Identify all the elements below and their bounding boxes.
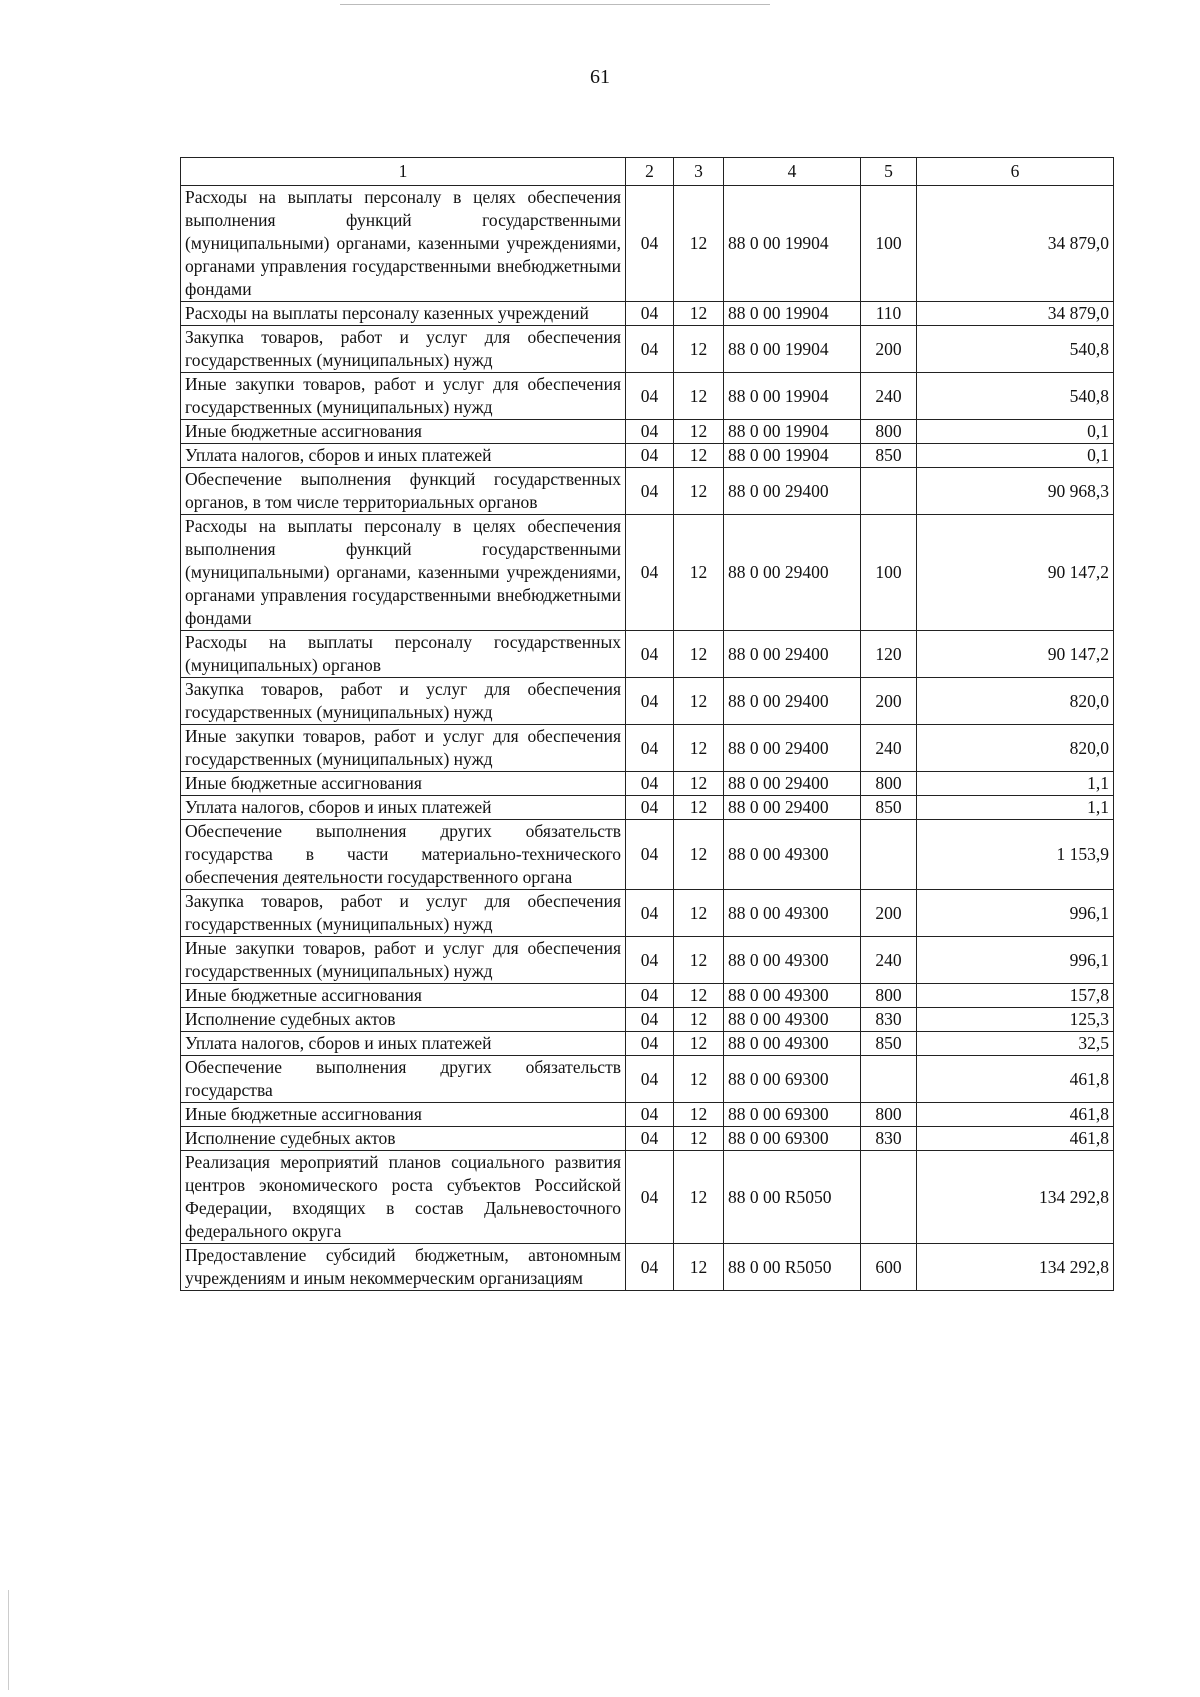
row-name-cell: Иные закупки товаров, работ и услуг для обеспечения государственных (муниципальных) нужд bbox=[181, 725, 626, 772]
row-section-cell: 04 bbox=[626, 326, 674, 373]
row-section-cell: 04 bbox=[626, 468, 674, 515]
row-subsection-cell: 12 bbox=[674, 1244, 724, 1291]
row-subsection-cell: 12 bbox=[674, 1008, 724, 1032]
row-target-article-cell: 88 0 00 29400 bbox=[724, 468, 861, 515]
row-amount-cell: 90 968,3 bbox=[917, 468, 1114, 515]
row-name-cell: Исполнение судебных актов bbox=[181, 1127, 626, 1151]
row-section-cell: 04 bbox=[626, 1244, 674, 1291]
row-expense-type-cell: 850 bbox=[861, 1032, 917, 1056]
row-section-cell: 04 bbox=[626, 1056, 674, 1103]
row-amount-cell: 32,5 bbox=[917, 1032, 1114, 1056]
row-subsection-cell: 12 bbox=[674, 937, 724, 984]
table-row bbox=[181, 1032, 1114, 1056]
row-amount-cell: 90 147,2 bbox=[917, 515, 1114, 631]
row-expense-type-cell: 800 bbox=[861, 420, 917, 444]
table-row bbox=[181, 820, 1114, 890]
row-name-cell: Закупка товаров, работ и услуг для обеспечения государственных (муниципальных) нужд bbox=[181, 326, 626, 373]
table-row bbox=[181, 1151, 1114, 1244]
row-expense-type-cell: 800 bbox=[861, 1103, 917, 1127]
row-name-cell: Расходы на выплаты персоналу государственных (муниципальных) органов bbox=[181, 631, 626, 678]
row-amount-cell: 540,8 bbox=[917, 326, 1114, 373]
row-expense-type-cell: 240 bbox=[861, 373, 917, 420]
row-target-article-cell: 88 0 00 49300 bbox=[724, 820, 861, 890]
row-subsection-cell: 12 bbox=[674, 420, 724, 444]
row-section-cell: 04 bbox=[626, 984, 674, 1008]
row-subsection-cell: 12 bbox=[674, 984, 724, 1008]
row-section-cell: 04 bbox=[626, 1103, 674, 1127]
table-row bbox=[181, 1056, 1114, 1103]
row-section-cell: 04 bbox=[626, 302, 674, 326]
row-subsection-cell: 12 bbox=[674, 631, 724, 678]
row-amount-cell: 461,8 bbox=[917, 1056, 1114, 1103]
row-section-cell: 04 bbox=[626, 373, 674, 420]
row-section-cell: 04 bbox=[626, 678, 674, 725]
row-section-cell: 04 bbox=[626, 796, 674, 820]
table-row bbox=[181, 373, 1114, 420]
header-col-3: 3 bbox=[674, 158, 724, 186]
row-name-cell: Закупка товаров, работ и услуг для обеспечения государственных (муниципальных) нужд bbox=[181, 890, 626, 937]
row-expense-type-cell: 110 bbox=[861, 302, 917, 326]
row-section-cell: 04 bbox=[626, 772, 674, 796]
table-row bbox=[181, 984, 1114, 1008]
row-subsection-cell: 12 bbox=[674, 326, 724, 373]
row-subsection-cell: 12 bbox=[674, 1151, 724, 1244]
row-subsection-cell: 12 bbox=[674, 186, 724, 302]
row-amount-cell: 996,1 bbox=[917, 937, 1114, 984]
row-target-article-cell: 88 0 00 49300 bbox=[724, 1032, 861, 1056]
row-section-cell: 04 bbox=[626, 420, 674, 444]
row-target-article-cell: 88 0 00 49300 bbox=[724, 1008, 861, 1032]
row-name-cell: Иные бюджетные ассигнования bbox=[181, 420, 626, 444]
row-amount-cell: 820,0 bbox=[917, 725, 1114, 772]
table-row bbox=[181, 937, 1114, 984]
row-section-cell: 04 bbox=[626, 631, 674, 678]
row-name-cell: Исполнение судебных актов bbox=[181, 1008, 626, 1032]
row-expense-type-cell: 120 bbox=[861, 631, 917, 678]
row-target-article-cell: 88 0 00 19904 bbox=[724, 373, 861, 420]
row-name-cell: Иные закупки товаров, работ и услуг для обеспечения государственных (муниципальных) нужд bbox=[181, 373, 626, 420]
header-col-6: 6 bbox=[917, 158, 1114, 186]
row-section-cell: 04 bbox=[626, 1032, 674, 1056]
row-section-cell: 04 bbox=[626, 890, 674, 937]
row-amount-cell: 90 147,2 bbox=[917, 631, 1114, 678]
scan-left-edge-line bbox=[8, 1590, 9, 1690]
row-expense-type-cell bbox=[861, 820, 917, 890]
row-expense-type-cell: 100 bbox=[861, 186, 917, 302]
row-amount-cell: 157,8 bbox=[917, 984, 1114, 1008]
table-row bbox=[181, 1244, 1114, 1291]
row-amount-cell: 34 879,0 bbox=[917, 302, 1114, 326]
row-section-cell: 04 bbox=[626, 937, 674, 984]
table-row bbox=[181, 515, 1114, 631]
row-section-cell: 04 bbox=[626, 725, 674, 772]
row-subsection-cell: 12 bbox=[674, 796, 724, 820]
row-subsection-cell: 12 bbox=[674, 302, 724, 326]
table-row bbox=[181, 420, 1114, 444]
row-name-cell: Уплата налогов, сборов и иных платежей bbox=[181, 444, 626, 468]
table-row bbox=[181, 1103, 1114, 1127]
scan-top-edge-line bbox=[340, 4, 770, 5]
row-name-cell: Уплата налогов, сборов и иных платежей bbox=[181, 796, 626, 820]
row-target-article-cell: 88 0 00 R5050 bbox=[724, 1151, 861, 1244]
row-name-cell: Иные бюджетные ассигнования bbox=[181, 772, 626, 796]
table-row bbox=[181, 678, 1114, 725]
row-amount-cell: 540,8 bbox=[917, 373, 1114, 420]
row-section-cell: 04 bbox=[626, 515, 674, 631]
row-amount-cell: 1,1 bbox=[917, 796, 1114, 820]
row-target-article-cell: 88 0 00 R5050 bbox=[724, 1244, 861, 1291]
row-target-article-cell: 88 0 00 69300 bbox=[724, 1056, 861, 1103]
row-expense-type-cell: 800 bbox=[861, 984, 917, 1008]
row-name-cell: Реализация мероприятий планов социального развития центров экономического роста субъектов Российской Федерации, входящих в состав Дальневосточного федерального округа bbox=[181, 1151, 626, 1244]
table-row bbox=[181, 326, 1114, 373]
row-target-article-cell: 88 0 00 49300 bbox=[724, 984, 861, 1008]
page-number: 61 bbox=[590, 66, 610, 88]
table-row bbox=[181, 725, 1114, 772]
row-target-article-cell: 88 0 00 19904 bbox=[724, 326, 861, 373]
budget-table bbox=[180, 157, 1114, 1291]
row-section-cell: 04 bbox=[626, 1127, 674, 1151]
row-subsection-cell: 12 bbox=[674, 515, 724, 631]
row-amount-cell: 996,1 bbox=[917, 890, 1114, 937]
row-amount-cell: 134 292,8 bbox=[917, 1151, 1114, 1244]
row-amount-cell: 461,8 bbox=[917, 1103, 1114, 1127]
row-amount-cell: 820,0 bbox=[917, 678, 1114, 725]
table-body bbox=[181, 186, 1114, 1291]
table-row bbox=[181, 186, 1114, 302]
row-section-cell: 04 bbox=[626, 1151, 674, 1244]
row-expense-type-cell: 830 bbox=[861, 1008, 917, 1032]
row-expense-type-cell bbox=[861, 1056, 917, 1103]
row-subsection-cell: 12 bbox=[674, 468, 724, 515]
row-section-cell: 04 bbox=[626, 186, 674, 302]
row-target-article-cell: 88 0 00 19904 bbox=[724, 302, 861, 326]
row-subsection-cell: 12 bbox=[674, 820, 724, 890]
row-amount-cell: 1,1 bbox=[917, 772, 1114, 796]
row-subsection-cell: 12 bbox=[674, 725, 724, 772]
row-name-cell: Расходы на выплаты персоналу в целях обеспечения выполнения функций государственными (муниципальными) органами, казенными учреждениями, органами управления государственными внебюджетными фондами bbox=[181, 515, 626, 631]
row-amount-cell: 0,1 bbox=[917, 420, 1114, 444]
row-expense-type-cell: 830 bbox=[861, 1127, 917, 1151]
header-col-2: 2 bbox=[626, 158, 674, 186]
row-target-article-cell: 88 0 00 29400 bbox=[724, 796, 861, 820]
row-expense-type-cell: 240 bbox=[861, 725, 917, 772]
table-row bbox=[181, 1008, 1114, 1032]
row-expense-type-cell: 600 bbox=[861, 1244, 917, 1291]
row-subsection-cell: 12 bbox=[674, 890, 724, 937]
table-header-row bbox=[181, 158, 1114, 186]
header-col-1: 1 bbox=[181, 158, 626, 186]
row-name-cell: Обеспечение выполнения других обязательств государства bbox=[181, 1056, 626, 1103]
row-amount-cell: 134 292,8 bbox=[917, 1244, 1114, 1291]
row-expense-type-cell: 850 bbox=[861, 796, 917, 820]
row-expense-type-cell: 850 bbox=[861, 444, 917, 468]
row-subsection-cell: 12 bbox=[674, 373, 724, 420]
row-target-article-cell: 88 0 00 49300 bbox=[724, 890, 861, 937]
table-row bbox=[181, 302, 1114, 326]
row-target-article-cell: 88 0 00 69300 bbox=[724, 1127, 861, 1151]
row-name-cell: Расходы на выплаты персоналу казенных учреждений bbox=[181, 302, 626, 326]
table-row bbox=[181, 444, 1114, 468]
row-section-cell: 04 bbox=[626, 444, 674, 468]
row-amount-cell: 461,8 bbox=[917, 1127, 1114, 1151]
row-subsection-cell: 12 bbox=[674, 678, 724, 725]
row-subsection-cell: 12 bbox=[674, 1127, 724, 1151]
row-name-cell: Обеспечение выполнения других обязательств государства в части материально-технического обеспечения деятельности государственного органа bbox=[181, 820, 626, 890]
row-target-article-cell: 88 0 00 29400 bbox=[724, 725, 861, 772]
row-target-article-cell: 88 0 00 29400 bbox=[724, 772, 861, 796]
row-amount-cell: 125,3 bbox=[917, 1008, 1114, 1032]
row-expense-type-cell: 240 bbox=[861, 937, 917, 984]
header-col-5: 5 bbox=[861, 158, 917, 186]
row-target-article-cell: 88 0 00 19904 bbox=[724, 420, 861, 444]
row-amount-cell: 34 879,0 bbox=[917, 186, 1114, 302]
row-subsection-cell: 12 bbox=[674, 1103, 724, 1127]
row-target-article-cell: 88 0 00 29400 bbox=[724, 631, 861, 678]
row-section-cell: 04 bbox=[626, 820, 674, 890]
row-subsection-cell: 12 bbox=[674, 772, 724, 796]
table-row bbox=[181, 1127, 1114, 1151]
row-target-article-cell: 88 0 00 69300 bbox=[724, 1103, 861, 1127]
table-row bbox=[181, 772, 1114, 796]
row-name-cell: Расходы на выплаты персоналу в целях обеспечения выполнения функций государственными (муниципальными) органами, казенными учреждениями, органами управления государственными внебюджетными фондами bbox=[181, 186, 626, 302]
row-name-cell: Закупка товаров, работ и услуг для обеспечения государственных (муниципальных) нужд bbox=[181, 678, 626, 725]
row-subsection-cell: 12 bbox=[674, 1056, 724, 1103]
row-name-cell: Иные бюджетные ассигнования bbox=[181, 1103, 626, 1127]
table-row bbox=[181, 631, 1114, 678]
row-name-cell: Иные бюджетные ассигнования bbox=[181, 984, 626, 1008]
row-name-cell: Предоставление субсидий бюджетным, автономным учреждениям и иным некоммерческим организациям bbox=[181, 1244, 626, 1291]
table-row bbox=[181, 468, 1114, 515]
row-target-article-cell: 88 0 00 49300 bbox=[724, 937, 861, 984]
row-expense-type-cell bbox=[861, 468, 917, 515]
row-target-article-cell: 88 0 00 19904 bbox=[724, 186, 861, 302]
row-target-article-cell: 88 0 00 29400 bbox=[724, 515, 861, 631]
row-expense-type-cell: 800 bbox=[861, 772, 917, 796]
table-row bbox=[181, 796, 1114, 820]
row-name-cell: Уплата налогов, сборов и иных платежей bbox=[181, 1032, 626, 1056]
row-amount-cell: 1 153,9 bbox=[917, 820, 1114, 890]
row-name-cell: Иные закупки товаров, работ и услуг для обеспечения государственных (муниципальных) нужд bbox=[181, 937, 626, 984]
row-expense-type-cell: 200 bbox=[861, 890, 917, 937]
header-col-4: 4 bbox=[724, 158, 861, 186]
row-expense-type-cell: 200 bbox=[861, 326, 917, 373]
row-amount-cell: 0,1 bbox=[917, 444, 1114, 468]
row-target-article-cell: 88 0 00 19904 bbox=[724, 444, 861, 468]
row-expense-type-cell bbox=[861, 1151, 917, 1244]
row-expense-type-cell: 100 bbox=[861, 515, 917, 631]
row-subsection-cell: 12 bbox=[674, 444, 724, 468]
table-row bbox=[181, 890, 1114, 937]
row-subsection-cell: 12 bbox=[674, 1032, 724, 1056]
row-expense-type-cell: 200 bbox=[861, 678, 917, 725]
row-target-article-cell: 88 0 00 29400 bbox=[724, 678, 861, 725]
row-name-cell: Обеспечение выполнения функций государственных органов, в том числе территориальных органов bbox=[181, 468, 626, 515]
row-section-cell: 04 bbox=[626, 1008, 674, 1032]
